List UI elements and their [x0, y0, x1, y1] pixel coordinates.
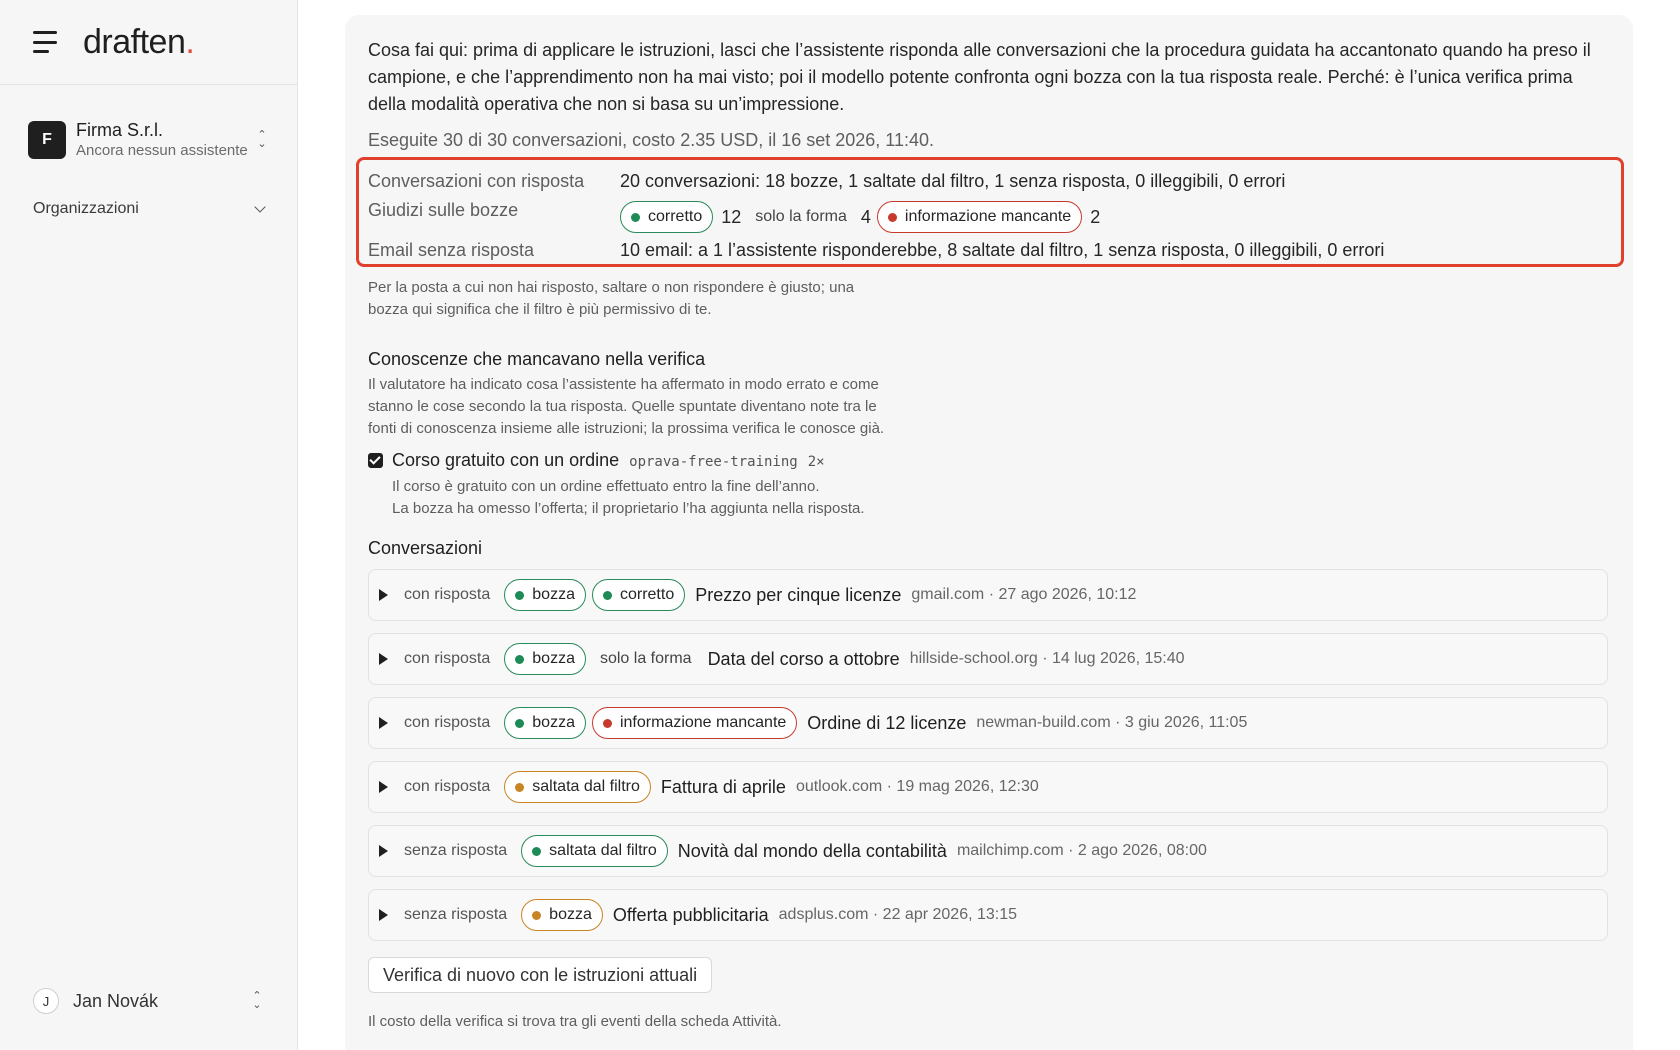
- org-switcher[interactable]: [0, 117, 297, 163]
- missing-info-badge: informazione mancante: [877, 201, 1082, 233]
- draft-badge: bozza: [504, 579, 586, 611]
- answered-value: 20 conversazioni: 18 bozze, 1 saltate dal filtro, 1 senza risposta, 0 illeggibili, 0 errori: [620, 170, 1286, 191]
- rerun-verification-button[interactable]: Verifica di nuovo con le istruzioni attuali: [368, 957, 712, 993]
- knowledge-item: [368, 450, 1610, 520]
- filter-skipped-badge: saltata dal filtro: [521, 835, 668, 867]
- expand-triangle-icon[interactable]: [379, 589, 388, 601]
- knowledge-title: Conoscenze che mancavano nella verifica: [368, 349, 706, 369]
- knowledge-item-line: Il corso è gratuito con un ordine effettuato entro la fine dell’anno.: [392, 478, 820, 495]
- conversation-status: senza risposta: [404, 842, 508, 859]
- conversation-row[interactable]: [368, 761, 1608, 813]
- conversation-title: Offerta pubblicitaria: [612, 904, 769, 925]
- conversation-status: con risposta: [404, 778, 491, 795]
- expand-triangle-icon[interactable]: [379, 653, 388, 665]
- knowledge-item-count: 2×: [807, 454, 825, 470]
- run-info: Eseguite 30 di 30 conversazioni, costo 2.35 USD, il 16 set 2026, 11:40.: [368, 130, 935, 150]
- conversation-row[interactable]: [368, 697, 1608, 749]
- organizations-label: Organizzazioni: [33, 200, 139, 217]
- expand-triangle-icon[interactable]: [379, 845, 388, 857]
- summary-unanswered-row: [368, 235, 1608, 265]
- conversation-meta: adsplus.com · 22 apr 2026, 13:15: [778, 906, 1018, 923]
- conversation-row[interactable]: [368, 825, 1608, 877]
- conversation-meta: outlook.com · 19 mag 2026, 12:30: [795, 778, 1039, 795]
- summary: [368, 166, 1608, 265]
- summary-answered-row: [368, 166, 1608, 196]
- conversation-status: senza risposta: [404, 906, 508, 923]
- conversation-list: [368, 569, 1610, 941]
- missing-info-count: 2: [1090, 206, 1101, 227]
- chevron-up-down-icon: ⌃ ⌄: [252, 990, 262, 1011]
- conversations-title: Conversazioni: [368, 538, 483, 558]
- brand-bar: [0, 0, 297, 85]
- logo[interactable]: draften.: [83, 22, 195, 61]
- summary-judgements-row: [368, 198, 1608, 233]
- draft-badge: bozza: [521, 899, 603, 931]
- knowledge-checkbox[interactable]: [368, 453, 383, 468]
- sidebar: [0, 0, 298, 1050]
- form-only-tag: solo la forma: [755, 208, 847, 225]
- correct-badge: corretto: [620, 201, 713, 233]
- judgements-label: Giudizi sulle bozze: [368, 200, 519, 220]
- expand-triangle-icon[interactable]: [379, 909, 388, 921]
- conversation-row[interactable]: [368, 569, 1608, 621]
- correct-count: 12: [721, 206, 742, 227]
- conversation-meta: newman-build.com · 3 giu 2026, 11:05: [976, 714, 1248, 731]
- conversation-title: Novità dal mondo della contabilità: [677, 840, 947, 861]
- expand-triangle-icon[interactable]: [379, 717, 388, 729]
- verification-panel: [345, 15, 1633, 1050]
- knowledge-item-title: Corso gratuito con un ordine: [392, 450, 620, 470]
- draft-badge: bozza: [504, 707, 586, 739]
- user-name: Jan Novák: [73, 990, 159, 1011]
- conversation-title: Data del corso a ottobre: [707, 648, 900, 669]
- form-only-tag: solo la forma: [599, 650, 692, 667]
- conversation-row[interactable]: [368, 633, 1608, 685]
- conversation-meta: mailchimp.com · 2 ago 2026, 08:00: [956, 842, 1207, 859]
- correct-badge: corretto: [592, 579, 685, 611]
- user-avatar: J: [33, 988, 59, 1014]
- org-avatar: F: [28, 121, 66, 159]
- chevron-up-down-icon: ⌃ ⌄: [257, 129, 267, 150]
- conversation-title: Prezzo per cinque licenze: [695, 584, 902, 605]
- unanswered-value: 10 email: a 1 l’assistente risponderebbe, 8 saltate dal filtro, 1 senza risposta, 0 illeggibili, 0 errori: [620, 239, 1385, 260]
- conversation-meta: hillside-school.org · 14 lug 2026, 15:40: [909, 650, 1185, 667]
- form-only-count: 4: [860, 206, 871, 227]
- org-name: Firma S.r.l.: [76, 120, 164, 140]
- filter-skipped-badge: saltata dal filtro: [504, 771, 651, 803]
- conversation-title: Ordine di 12 licenze: [807, 712, 967, 733]
- chevron-down-icon: [254, 201, 265, 212]
- unanswered-note: Per la posta a cui non hai risposto, saltare o non rispondere è giusto; una bozza qui significa che il filtro è più permissivo di te.: [368, 279, 855, 318]
- conversation-status: con risposta: [404, 586, 491, 603]
- unanswered-label: Email senza risposta: [368, 239, 535, 260]
- answered-label: Conversazioni con risposta: [368, 170, 585, 191]
- expand-triangle-icon[interactable]: [379, 781, 388, 793]
- conversation-meta: gmail.com · 27 ago 2026, 10:12: [911, 586, 1137, 603]
- user-menu[interactable]: [33, 986, 264, 1016]
- conversation-row[interactable]: [368, 889, 1608, 941]
- conversation-title: Fattura di aprile: [660, 776, 786, 797]
- draft-badge: bozza: [504, 643, 586, 675]
- conversation-status: con risposta: [404, 714, 491, 731]
- cost-note: Il costo della verifica si trova tra gli eventi della scheda Attività.: [368, 1013, 782, 1030]
- org-subtitle: Ancora nessun assistente: [76, 142, 248, 159]
- knowledge-desc: Il valutatore ha indicato cosa l’assistente ha affermato in modo errato e come stanno le cose secondo la tua risposta. Quelle spuntate diventano note tra le fonti di conoscenza insieme alle istruzioni; la prossima verifica le conosce già.: [368, 376, 885, 437]
- menu-icon[interactable]: [33, 31, 59, 53]
- knowledge-item-code: oprava-free-training: [629, 454, 798, 470]
- knowledge-item-line: La bozza ha omesso l’offerta; il proprietario l’ha aggiunta nella risposta.: [392, 500, 865, 517]
- conversation-status: con risposta: [404, 650, 491, 667]
- missing-info-badge: informazione mancante: [592, 707, 797, 739]
- organizations-toggle[interactable]: [0, 197, 297, 221]
- intro-text: Cosa fai qui: prima di applicare le istruzioni, lasci che l’assistente risponda alle conversazioni che la procedura guidata ha accantonato quando ha preso il campione, e che l’apprendimento non ha mai visto; poi il modello potente confronta ogni bozza con la tua risposta reale. Perché: è l’unica verifica prima della modalità operativa che non si basa su un’impressione.: [368, 40, 1591, 114]
